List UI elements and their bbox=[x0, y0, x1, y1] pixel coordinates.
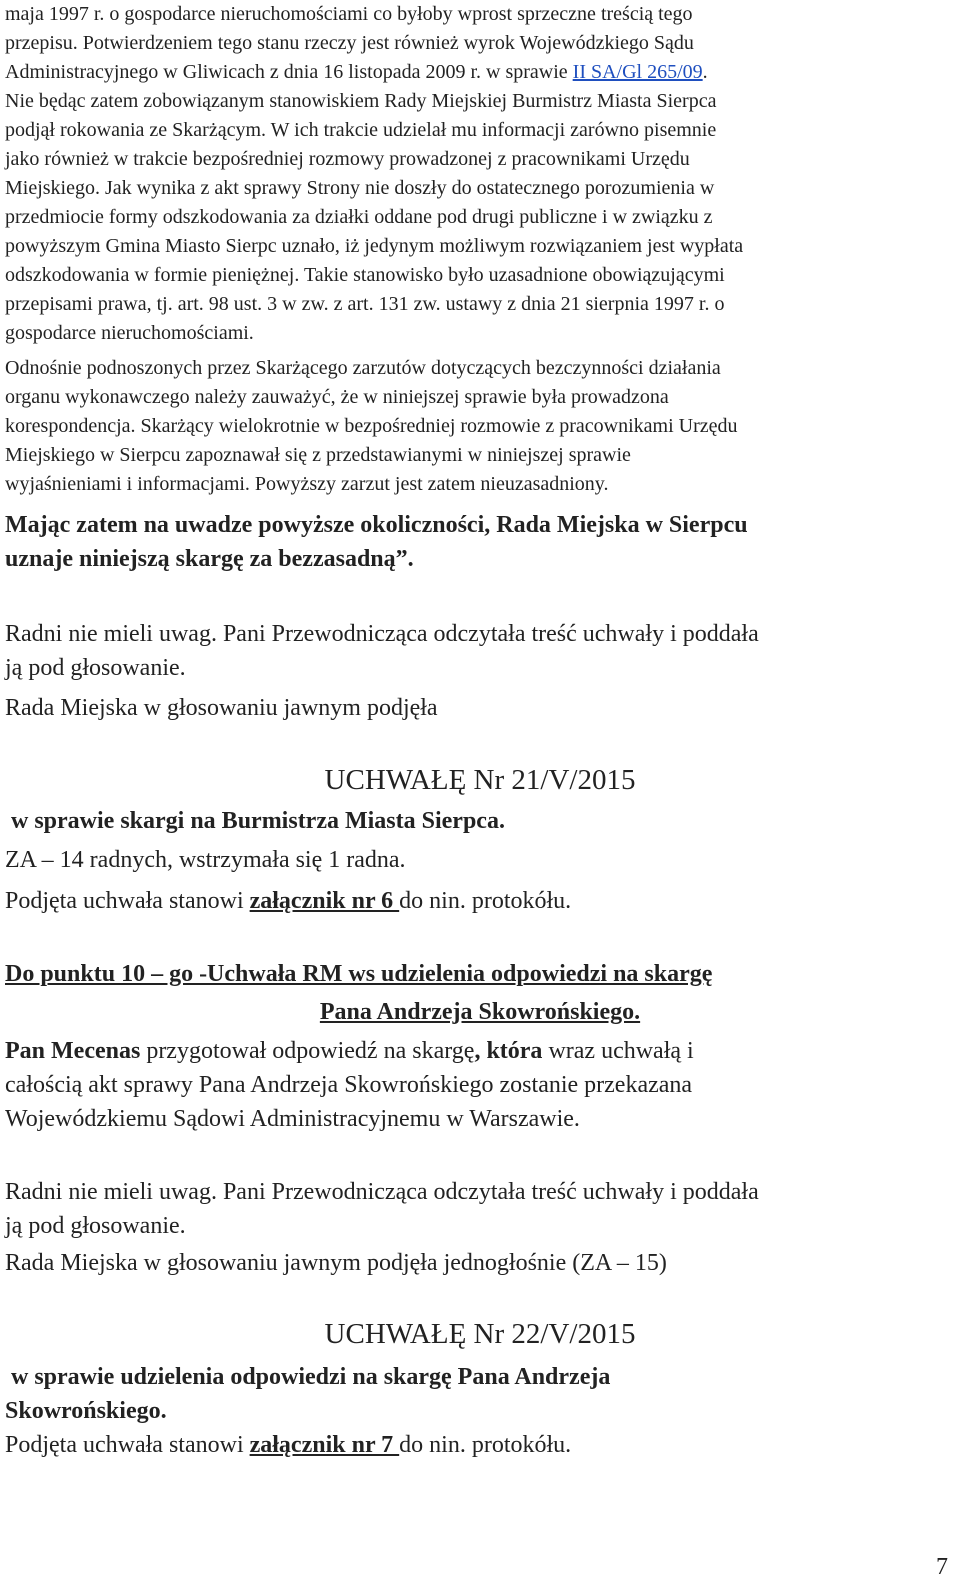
text-line: powyższym Gmina Miasto Sierpc uznało, iż jedynym możliwym rozwiązaniem jest wypłata bbox=[5, 235, 744, 257]
text-line: wyjaśnieniami i informacjami. Powyższy zarzut jest zatem nieuzasadniony. bbox=[5, 473, 609, 495]
text-span: Administracyjnego w Gliwicach z dnia 16 listopada 2009 r. w sprawie bbox=[5, 61, 573, 83]
text-line: przepisami prawa, tj. art. 98 ust. 3 w zw. z art. 131 zw. ustawy z dnia 21 sierpnia 1997 r. o bbox=[5, 293, 725, 315]
page-number: 7 bbox=[936, 1554, 948, 1580]
text-span: , która bbox=[474, 1038, 543, 1064]
text-span: Podjęta uchwała stanowi bbox=[5, 888, 250, 914]
text-line: całością akt sprawy Pana Andrzeja Skowrońskiego zostanie przekazana bbox=[5, 1072, 693, 1098]
text-span: do nin. protokółu. bbox=[399, 888, 572, 914]
vote-adopted-text bbox=[5, 691, 950, 725]
paragraph-negotiations bbox=[5, 87, 950, 348]
resolution-title: UCHWAŁĘ Nr 22/V/2015 bbox=[324, 1318, 636, 1350]
text-span: do nin. protokółu. bbox=[399, 1432, 572, 1458]
section-heading-name: Pana Andrzeja Skowrońskiego. bbox=[319, 999, 641, 1025]
text-line: gospodarce nieruchomościami. bbox=[5, 322, 254, 344]
resolution-subject-cont: Skowrońskiego. bbox=[5, 1398, 167, 1424]
text-line: przedmiocie formy odszkodowania za działki oddane pod drugi publiczne i w związku z bbox=[5, 206, 713, 228]
text-span: Podjęta uchwała stanowi bbox=[5, 1432, 250, 1458]
attachment-note bbox=[5, 1428, 950, 1462]
text-line: ją pod głosowanie. bbox=[5, 655, 186, 681]
text-line: podjął rokowania ze Skarżącym. W ich trakcie udzielał mu informacji zarówno pisemnie bbox=[5, 119, 717, 141]
text-line: Nie będąc zatem zobowiązanym stanowiskiem Rady Miejskiej Burmistrz Miasta Sierpca bbox=[5, 90, 717, 112]
paragraph-inaction-claims bbox=[5, 354, 950, 499]
resolution-subject: w sprawie udzielenia odpowiedzi na skargę Pana Andrzeja bbox=[11, 1364, 611, 1390]
text-line: Miejskiego w Sierpcu zapoznawał się z przedstawianymi w niniejszej sprawie bbox=[5, 444, 631, 466]
case-reference-link[interactable]: II SA/Gl 265/09 bbox=[572, 61, 703, 83]
text-line: Wojewódzkiemu Sądowi Administracyjnemu w Warszawie. bbox=[5, 1106, 580, 1132]
text-line: przepisu. Potwierdzeniem tego stanu rzeczy jest również wyrok Wojewódzkiego Sądu bbox=[5, 32, 694, 54]
text-span: Pan Mecenas bbox=[5, 1038, 141, 1064]
vote-remarks bbox=[5, 1175, 950, 1243]
resolution-title: UCHWAŁĘ Nr 21/V/2015 bbox=[324, 764, 636, 796]
text-line: uznaje niniejszą skargę za bezzasadną”. bbox=[5, 546, 414, 572]
text-line: Mając zatem na uwadze powyższe okoliczności, Rada Miejska w Sierpcu bbox=[5, 512, 748, 538]
section-heading: Do punktu 10 – go -Uchwała RM ws udzielenia odpowiedzi na skargę bbox=[5, 961, 713, 987]
conclusion-statement bbox=[5, 508, 950, 576]
section-body bbox=[5, 1034, 950, 1136]
attachment-reference: załącznik nr 6 bbox=[249, 888, 400, 914]
vote-adopted-text: Rada Miejska w głosowaniu jawnym podjęła jednogłośnie (ZA – 15) bbox=[5, 1250, 667, 1276]
text-line: Odnośnie podnoszonych przez Skarżącego zarzutów dotyczących bezczynności działania bbox=[5, 357, 721, 379]
text-line bbox=[5, 58, 950, 87]
text-line: jako również w trakcie bezpośredniej rozmowy prowadzonej z pracownikami Urzędu bbox=[5, 148, 690, 170]
text-span: wraz uchwałą i bbox=[542, 1038, 694, 1064]
text-line: maja 1997 r. o gospodarce nieruchomościami co byłoby wprost sprzeczne treścią tego bbox=[5, 3, 693, 25]
text-span: . bbox=[702, 61, 708, 83]
text-line: Radni nie mieli uwag. Pani Przewodnicząca odczytała treść uchwały i poddała bbox=[5, 621, 759, 647]
paragraph-legal-reference bbox=[5, 0, 950, 87]
text-line: korespondencja. Skarżący wielokrotnie w bezpośredniej rozmowie z pracownikami Urzędu bbox=[5, 415, 738, 437]
vote-remarks bbox=[5, 617, 950, 685]
text-span: przygotował odpowiedź na skargę bbox=[140, 1038, 475, 1064]
text-line: Miejskiego. Jak wynika z akt sprawy Strony nie doszły do ostatecznego porozumienia w bbox=[5, 177, 715, 199]
text-line: Radni nie mieli uwag. Pani Przewodnicząca odczytała treść uchwały i poddała bbox=[5, 1179, 759, 1205]
resolution-subject: w sprawie skargi na Burmistrza Miasta Sierpca. bbox=[11, 808, 505, 834]
text-line: odszkodowania w formie pieniężnej. Takie stanowisko było uzasadnione obowiązującymi bbox=[5, 264, 725, 286]
text-line: ją pod głosowanie. bbox=[5, 1213, 186, 1239]
attachment-note bbox=[5, 884, 950, 918]
text-line: Rada Miejska w głosowaniu jawnym podjęła bbox=[5, 695, 438, 721]
text-line bbox=[5, 1034, 950, 1068]
vote-result: ZA – 14 radnych, wstrzymała się 1 radna. bbox=[5, 847, 406, 873]
attachment-reference: załącznik nr 7 bbox=[249, 1432, 400, 1458]
text-line: organu wykonawczego należy zauważyć, że w niniejszej sprawie była prowadzona bbox=[5, 386, 669, 408]
